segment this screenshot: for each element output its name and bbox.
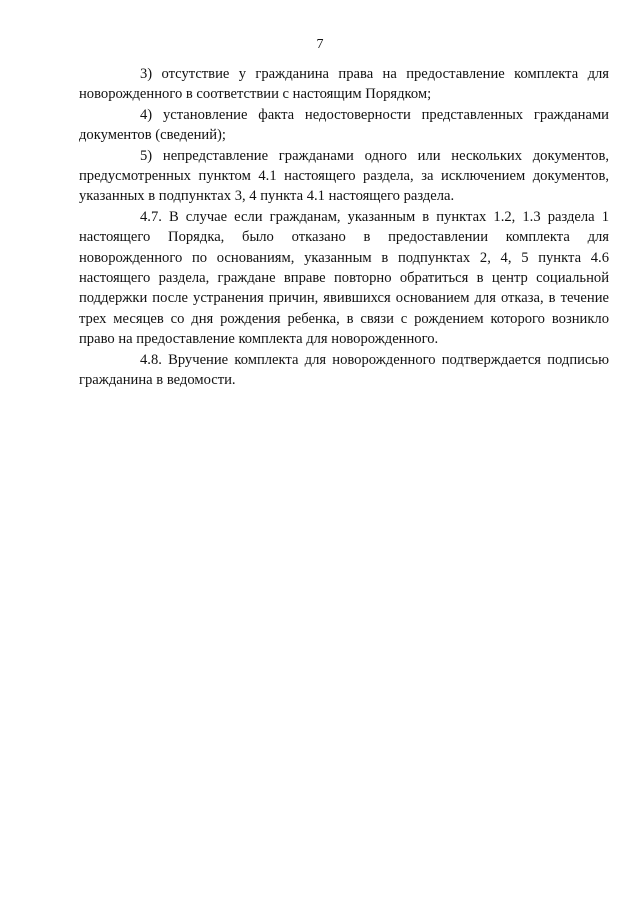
- paragraph-item-4-7: 4.7. В случае если гражданам, указанным в пунктах 1.2, 1.3 раздела 1 настоящего Порядка, было отказано в предоставлении комплекта для новорожденного по основаниям, указанным в подпунктах 2, 4, 5 пункта 4.6 настоящего раздела, граждане вправе повторно обратиться в центр социальной поддержки после устранения причин, явившихся основанием для отказа, в течение трех месяцев со дня рождения ребенка, в связи с рождением которого возникло право на предоставление комплекта для новорожденного.: [79, 208, 609, 348]
- paragraph-item-4-8: 4.8. Вручение комплекта для новорожденного подтверждается подписью гражданина в ведомости.: [79, 351, 609, 389]
- paragraph-subitem-4: 4) установление факта недостоверности представленных гражданами документов (сведений);: [79, 106, 609, 144]
- page-number: 7: [316, 37, 324, 52]
- paragraph-subitem-3: 3) отсутствие у гражданина права на предоставление комплекта для новорожденного в соответствии с настоящим Порядком;: [79, 66, 609, 103]
- paragraph-subitem-5: 5) непредставление гражданами одного или нескольких документов, предусмотренных пунктом 4.1 настоящего раздела, за исключением документов, указанных в подпунктах 3, 4 пункта 4.1 настоящего раздела.: [79, 147, 609, 205]
- document-body: [79, 64, 609, 391]
